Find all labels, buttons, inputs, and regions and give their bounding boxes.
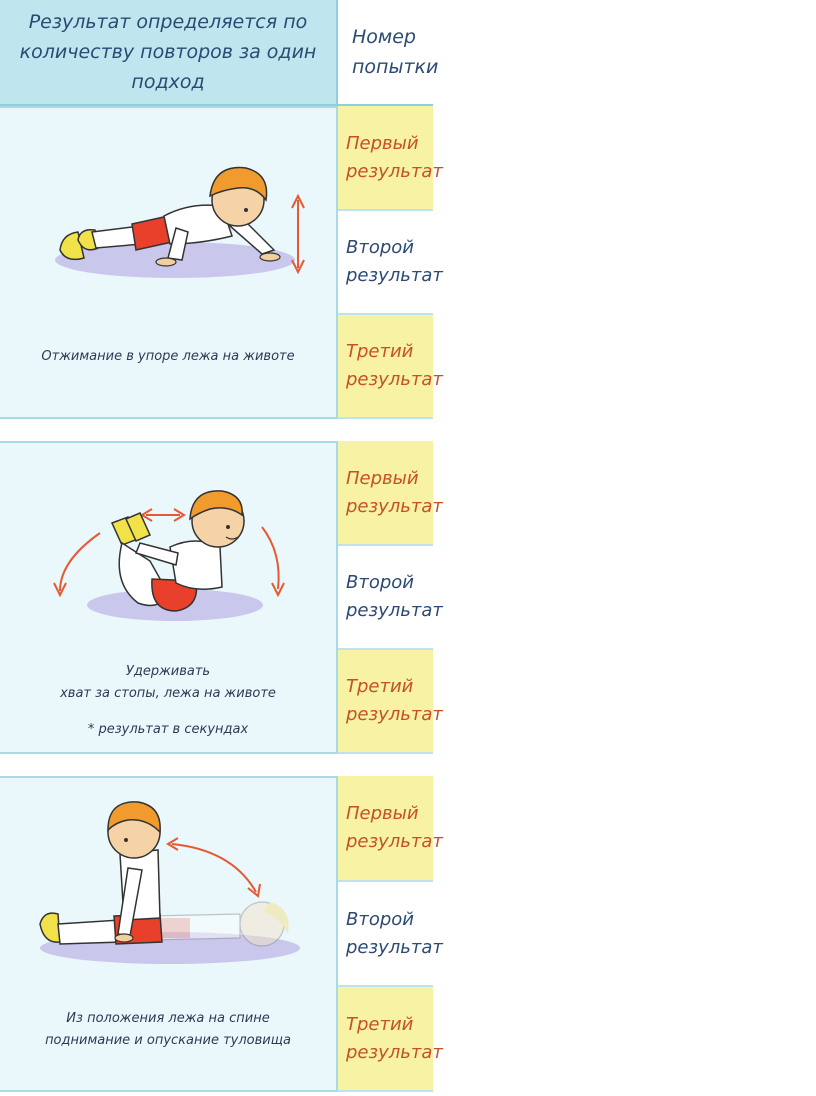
attempt-third-line1: Третий	[346, 1013, 414, 1035]
attempt-second	[338, 882, 443, 987]
attempt-first	[338, 441, 443, 546]
situp-boy-illustration	[0, 778, 338, 988]
attempt-second-line1: Второй	[346, 237, 414, 258]
attempt-second-line1: Второй	[346, 572, 414, 593]
attempt-first-line1: Первый	[346, 132, 419, 154]
caption-line: хват за стопы, лежа на животе	[60, 686, 276, 701]
exercise-caption	[0, 346, 336, 368]
header-result-description	[0, 0, 338, 106]
attempt-third	[338, 650, 443, 754]
caption-line: Из положения лежа на спине	[66, 1011, 270, 1026]
header-attempt-number	[338, 0, 439, 106]
attempt-first	[338, 776, 443, 882]
bow-pose-boy-illustration	[0, 443, 338, 653]
attempt-second-line1: Второй	[346, 908, 414, 930]
caption-line: Удерживать	[125, 664, 211, 679]
attempt-first-line2: результат	[346, 160, 443, 182]
header-right-line2: попытки	[352, 56, 439, 78]
attempt-second-line2: результат	[346, 265, 443, 286]
attempt-third	[338, 987, 443, 1092]
header-left-line1: Результат определяется по	[28, 11, 308, 33]
header-right-line1: Номер	[352, 26, 416, 48]
caption-line: Отжимание в упоре лежа на животе	[41, 349, 295, 364]
attempt-third	[338, 315, 443, 419]
attempt-second-line2: результат	[346, 600, 443, 621]
attempt-second	[338, 546, 443, 650]
attempt-third-line2: результат	[346, 1041, 443, 1063]
caption-line: поднимание и опускание туловища	[45, 1033, 291, 1048]
attempt-second	[338, 211, 443, 315]
caption-line	[0, 705, 336, 719]
exercise-caption	[0, 661, 336, 741]
caption-note: * результат в секундах	[87, 722, 249, 737]
attempt-second-line2: результат	[346, 936, 443, 958]
exercise-caption	[0, 1008, 336, 1052]
pushup-boy-illustration	[0, 108, 338, 348]
attempt-first-line1: Первый	[346, 803, 419, 824]
attempt-first-line2: результат	[346, 831, 443, 852]
header-left-line2: количеству повторов за один подход	[19, 41, 317, 93]
exercise-panel-pushup	[0, 106, 338, 419]
attempt-third-line1: Третий	[346, 341, 414, 362]
attempt-third-line2: результат	[346, 369, 443, 390]
exercise-panel-situp	[0, 776, 338, 1092]
attempt-third-line2: результат	[346, 704, 443, 725]
exercise-panel-bow-pose	[0, 441, 338, 754]
attempt-third-line1: Третий	[346, 676, 414, 697]
attempt-first	[338, 106, 443, 211]
attempt-first-line2: результат	[346, 495, 443, 517]
attempt-first-line1: Первый	[346, 467, 419, 489]
